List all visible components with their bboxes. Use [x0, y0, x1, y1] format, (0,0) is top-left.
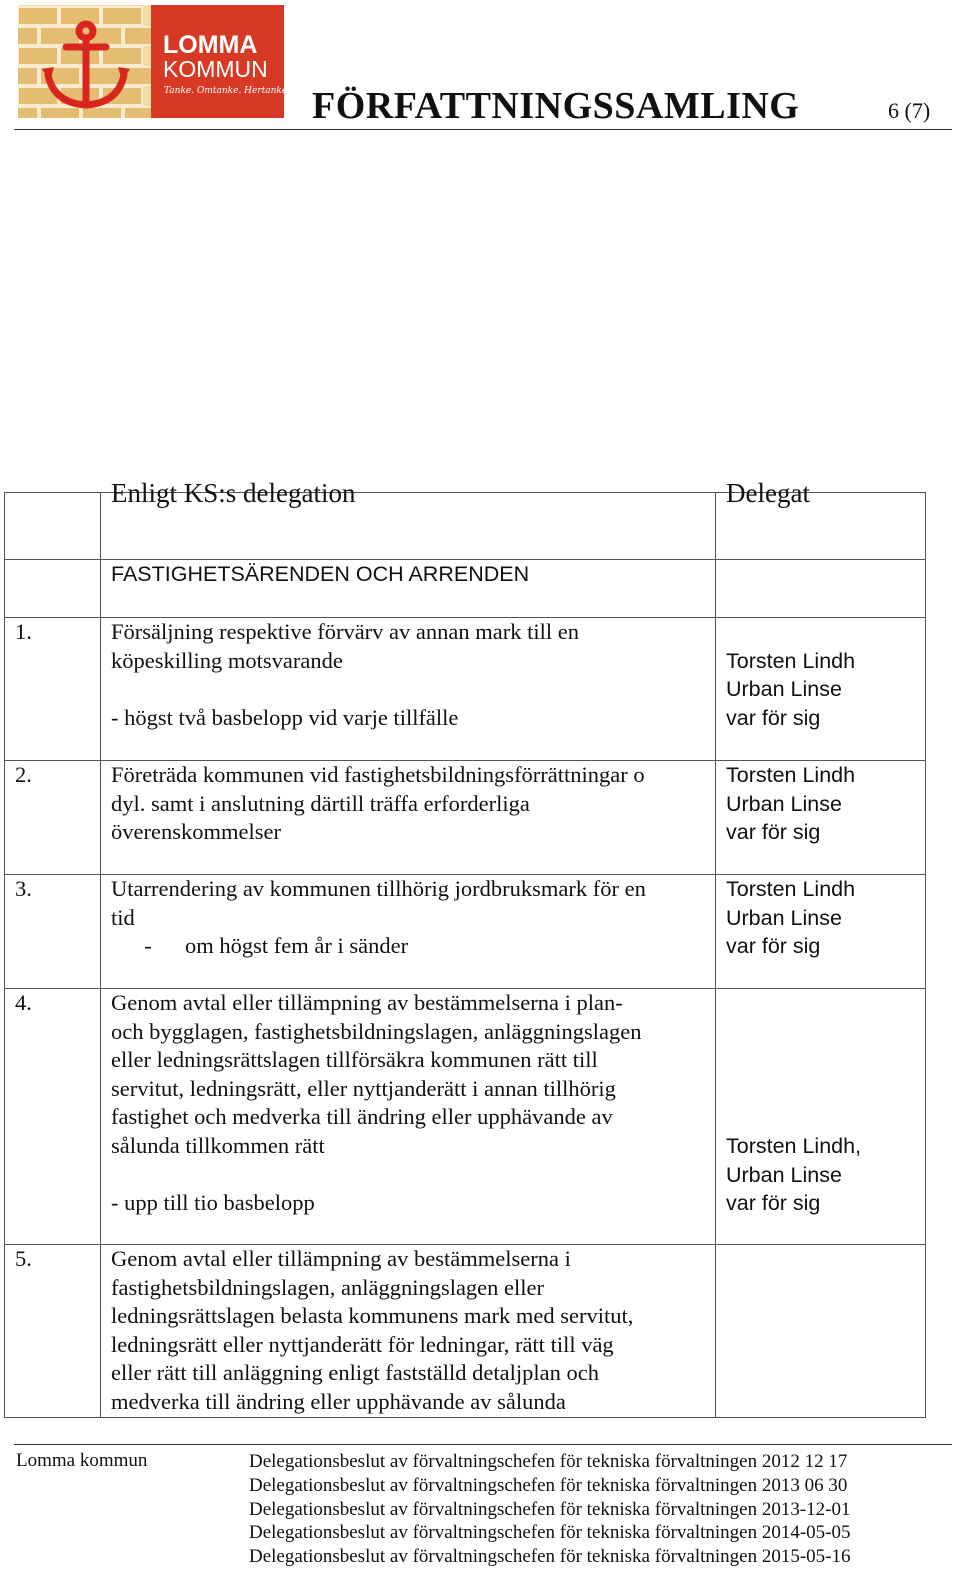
- row-text: [101, 761, 716, 875]
- header-delegate-label: Delegat: [726, 478, 810, 508]
- row-delegate: [716, 989, 926, 1245]
- section-title: [101, 560, 716, 618]
- row-line: fastighet och medverka till ändring eller upphävande av: [111, 1104, 613, 1130]
- row-line: servitut, ledningsrätt, eller nyttjanderätt i annan tillhörig: [111, 1075, 616, 1101]
- row-line: tid: [111, 904, 135, 930]
- delegate-name: Urban Linse: [726, 791, 842, 816]
- delegate-name: Torsten Lindh,: [726, 1134, 862, 1158]
- row-line: Utarrendering av kommunen tillhörig jordbruksmark för en: [111, 876, 646, 901]
- footer-org: Lomma kommun: [16, 1450, 148, 1471]
- header-number-cell: [5, 493, 101, 560]
- delegate-note: var för sig: [726, 934, 821, 959]
- table-row: [5, 1245, 926, 1418]
- delegate-name: Urban Linse: [726, 1162, 842, 1187]
- footer-revisions: [249, 1450, 851, 1569]
- bullet-item: [111, 932, 711, 961]
- row-limit: - upp till tio basbelopp: [111, 1190, 315, 1216]
- lomma-kommun-logo: [18, 5, 284, 118]
- section-delegate-cell: [716, 560, 926, 618]
- delegate-note: var för sig: [726, 1191, 821, 1216]
- table-header-row: [5, 493, 926, 560]
- row-line: Företräda kommunen vid fastighetsbildningsförrättningar o: [111, 762, 645, 787]
- spacer: [111, 1161, 711, 1190]
- row-delegate: [716, 618, 926, 761]
- row-text: [101, 1245, 716, 1418]
- spacer: [726, 618, 925, 647]
- row-delegate: [716, 761, 926, 875]
- delegate-note: var för sig: [726, 820, 821, 845]
- delegation-table: [4, 478, 926, 1418]
- delegate-name: Urban Linse: [726, 677, 842, 702]
- row-number: 1.: [5, 618, 101, 761]
- logo-graphic: [18, 5, 284, 118]
- row-line: eller ledningsrättslagen tillförsäkra kommunen rätt till: [111, 1047, 598, 1073]
- row-line: och bygglagen, fastighetsbildningslagen, anläggningslagen: [111, 1018, 642, 1044]
- header-text-cell: [101, 478, 716, 560]
- svg-text:KOMMUN: KOMMUN: [163, 56, 268, 82]
- revision-line: Delegationsbeslut av förvaltningschefen för tekniska förvaltningen 2012 12 17: [249, 1451, 848, 1472]
- table-row: [5, 618, 926, 761]
- row-number: 4.: [5, 989, 101, 1245]
- section-number-cell: [5, 560, 101, 618]
- row-line: fastighetsbildningslagen, anläggningslagen eller: [111, 1274, 545, 1300]
- row-line: Genom avtal eller tillämpning av bestämmelserna i plan-: [111, 990, 623, 1015]
- table-row: [5, 875, 926, 989]
- row-number: 3.: [5, 875, 101, 989]
- delegate-note: var för sig: [726, 705, 821, 730]
- row-line: överenskommelser: [111, 819, 281, 845]
- page-number: 6 (7): [888, 98, 931, 123]
- section-title-text: FASTIGHETSÄRENDEN OCH ARRENDEN: [111, 562, 530, 586]
- bullet-text: om högst fem år i sänder: [185, 933, 409, 959]
- svg-text:Tanke. Omtanke. Hertanke!: Tanke. Omtanke. Hertanke!: [164, 86, 284, 96]
- row-line: Genom avtal eller tillämpning av bestämmelserna i: [111, 1246, 571, 1271]
- section-row: [5, 560, 926, 618]
- row-text: [101, 618, 716, 761]
- header-divider: [14, 129, 952, 130]
- row-delegate: [716, 875, 926, 989]
- header-delegate-cell: [716, 478, 926, 560]
- row-number: 5.: [5, 1245, 101, 1418]
- footer-divider: [14, 1444, 952, 1445]
- revision-line: Delegationsbeslut av förvaltningschefen för tekniska förvaltningen 2014-05-05: [249, 1522, 851, 1544]
- row-text: [101, 875, 716, 989]
- row-line: sålunda tillkommen rätt: [111, 1132, 325, 1158]
- bullet-dash: -: [144, 933, 152, 959]
- table-row: [5, 761, 926, 875]
- delegate-name: Torsten Lindh: [726, 763, 856, 787]
- row-number: 2.: [5, 761, 101, 875]
- delegate-name: Torsten Lindh: [726, 648, 856, 673]
- row-line: eller rätt till anläggning enligt fastställd detaljplan och: [111, 1360, 599, 1386]
- spacer: [111, 675, 711, 704]
- svg-text:LOMMA: LOMMA: [163, 31, 258, 59]
- spacer: [726, 989, 925, 1132]
- table-row: [5, 989, 926, 1245]
- row-line: ledningsrättslagen belasta kommunens mark med servitut,: [111, 1303, 634, 1329]
- delegate-name: Urban Linse: [726, 905, 842, 930]
- revision-line: Delegationsbeslut av förvaltningschefen för tekniska förvaltningen 2013 06 30: [249, 1474, 848, 1496]
- revision-line: Delegationsbeslut av förvaltningschefen för tekniska förvaltningen 2015-05-16: [249, 1546, 851, 1568]
- row-line: köpeskilling motsvarande: [111, 647, 343, 673]
- row-limit: - högst två basbelopp vid varje tillfälle: [111, 704, 459, 730]
- row-line: dyl. samt i anslutning därtill träffa erforderliga: [111, 790, 530, 816]
- row-text: [101, 989, 716, 1245]
- delegate-name: Torsten Lindh: [726, 877, 856, 901]
- row-line: medverka till ändring eller upphävande av sålunda: [111, 1388, 566, 1414]
- header-delegation-label: Enligt KS:s delegation: [111, 478, 356, 508]
- row-line: Försäljning respektive förvärv av annan mark till en: [111, 619, 579, 644]
- document-title: FÖRFATTNINGSSAMLING: [312, 85, 800, 127]
- row-delegate: [716, 1245, 926, 1418]
- revision-line: Delegationsbeslut av förvaltningschefen för tekniska förvaltningen 2013-12-01: [249, 1498, 851, 1520]
- row-line: ledningsrätt eller nyttjanderätt för ledningar, rätt till väg: [111, 1331, 614, 1357]
